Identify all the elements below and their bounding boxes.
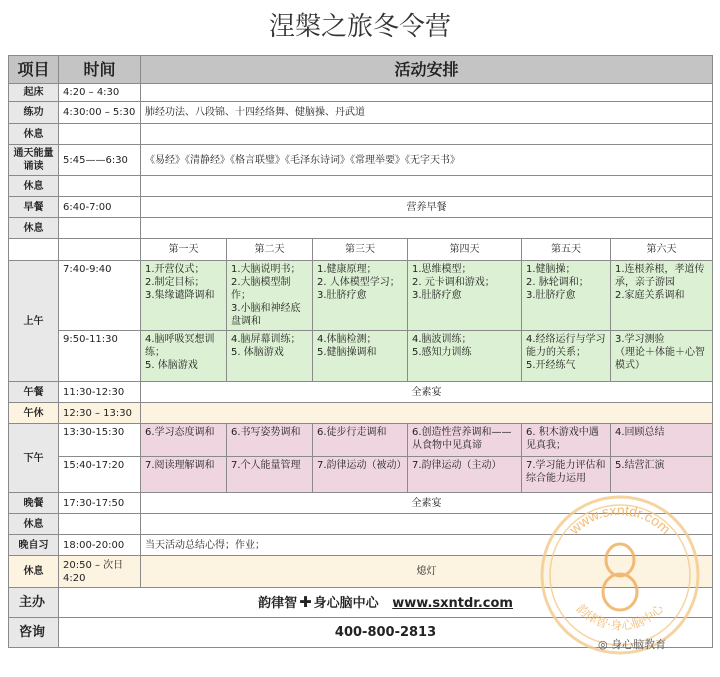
morning-cell: 4.经络运行与学习能力的关系； 5.开经练气 [522, 331, 611, 382]
row-time: 13:30-15:30 [59, 424, 141, 457]
row-time: 5:45——6:30 [59, 145, 141, 176]
day-header: 第二天 [227, 239, 313, 261]
day-header: 第六天 [611, 239, 713, 261]
morning-cell: 4.体脑检测； 5.健脑操调和 [313, 331, 408, 382]
afternoon-cell: 7.韵律运动（被动） [313, 457, 408, 493]
row-activity: 当天活动总结心得；作业； [141, 535, 713, 556]
row-label: 休息 [9, 218, 59, 239]
day-header: 第四天 [408, 239, 522, 261]
row-label: 休息 [9, 514, 59, 535]
header-time: 时间 [59, 56, 141, 84]
row-label: 晚餐 [9, 493, 59, 514]
page-title: 涅槃之旅冬令营 [268, 12, 451, 42]
wechat-watermark [598, 636, 666, 652]
day-header: 第五天 [522, 239, 611, 261]
row-label: 起床 [9, 84, 59, 102]
consult-label: 咨询 [9, 618, 59, 648]
row-time: 11:30-12:30 [59, 382, 141, 403]
morning-cell: 1.健脑操； 2. 脉轮调和； 3.肚脐疗愈 [522, 261, 611, 331]
host-name-part2: 身心脑中心 [313, 595, 379, 611]
afternoon-cell: 6.徒步行走调和 [313, 424, 408, 457]
afternoon-cell: 6.创造性营养调和——从食物中见真谛 [408, 424, 522, 457]
row-time: 6:40-7:00 [59, 197, 141, 218]
row-activity: 肺经功法、八段锦、十四经络舞、健脑操、丹武道 [141, 102, 713, 124]
row-label: 通天能量诵读 [9, 145, 59, 176]
schedule-table [8, 55, 713, 648]
row-activity: 营养早餐 [141, 197, 713, 218]
row-time: 15:40-17:20 [59, 457, 141, 493]
row-label: 下午 [9, 424, 59, 493]
morning-cell: 1.连根养根，孝道传承，亲子游园 2.家庭关系调和 [611, 261, 713, 331]
phone-number: 400-800-2813 [59, 618, 713, 648]
row-activity: 熄灯 [141, 556, 713, 588]
row-label: 休息 [9, 556, 59, 588]
day-header: 第一天 [141, 239, 227, 261]
afternoon-cell: 7.学习能力评估和综合能力运用 [522, 457, 611, 493]
morning-cell: 4.脑屏幕训练； 5. 体脑游戏 [227, 331, 313, 382]
row-activity: 《易经》《清静经》《格言联璧》《毛泽东诗词》《常理举要》《无字天书》 [141, 145, 713, 176]
row-time: 9:50-11:30 [59, 331, 141, 382]
host-label: 主办 [9, 588, 59, 618]
afternoon-cell: 7.阅读理解调和 [141, 457, 227, 493]
row-label: 午休 [9, 403, 59, 424]
morning-cell: 4.脑波训练； 5.感知力训练 [408, 331, 522, 382]
row-label: 休息 [9, 176, 59, 197]
row-time: 7:40-9:40 [59, 261, 141, 331]
host-url-link[interactable]: www.sxntdr.com [392, 595, 513, 611]
row-label: 午餐 [9, 382, 59, 403]
row-activity: 全素宴 [141, 493, 713, 514]
plus-icon: ✚ [299, 592, 312, 611]
morning-cell: 1.大脑说明书； 2.大脑模型制作； 3.小脑和神经底盘调和 [227, 261, 313, 331]
stamp-org-text: 韵律智·身心脑中心 [573, 601, 667, 633]
morning-cell: 1.思维模型； 2. 元卡调和游戏； 3.肚脐疗愈 [408, 261, 522, 331]
morning-cell: 3.学习测验 （理论＋体能＋心智模式） [611, 331, 713, 382]
afternoon-cell: 6.学习态度调和 [141, 424, 227, 457]
wechat-icon: ◎ [598, 638, 608, 651]
row-time: 20:50 – 次日4:20 [59, 556, 141, 588]
row-time: 12:30 – 13:30 [59, 403, 141, 424]
row-label: 上午 [9, 261, 59, 382]
row-label: 休息 [9, 124, 59, 145]
row-label: 练功 [9, 102, 59, 124]
afternoon-cell: 7.个人能量管理 [227, 457, 313, 493]
afternoon-cell: 5.结营汇演 [611, 457, 713, 493]
row-time: 4:30:00 – 5:30 [59, 102, 141, 124]
row-activity [141, 84, 713, 102]
morning-cell: 4.脑呼吸冥想训练； 5. 体脑游戏 [141, 331, 227, 382]
row-time: 17:30-17:50 [59, 493, 141, 514]
host-info [59, 588, 713, 618]
row-time: 4:20 – 4:30 [59, 84, 141, 102]
header-item: 项目 [9, 56, 59, 84]
row-activity: 全素宴 [141, 382, 713, 403]
day-header: 第三天 [313, 239, 408, 261]
row-time: 18:00-20:00 [59, 535, 141, 556]
morning-cell: 1.健康原理； 2. 人体模型学习； 3.肚脐疗愈 [313, 261, 408, 331]
header-activity: 活动安排 [141, 56, 713, 84]
host-name-part1: 韵律智 [258, 595, 298, 611]
afternoon-cell: 6.书写姿势调和 [227, 424, 313, 457]
row-label: 晚自习 [9, 535, 59, 556]
afternoon-cell: 7.韵律运动（主动） [408, 457, 522, 493]
afternoon-cell: 4.回顾总结 [611, 424, 713, 457]
row-label: 早餐 [9, 197, 59, 218]
afternoon-cell: 6. 积木游戏中遇见真我； [522, 424, 611, 457]
stamp-url-text: www.sxntdr.com [566, 501, 674, 538]
morning-cell: 1.开营仪式； 2.制定目标； 3.集缘谴降调和 [141, 261, 227, 331]
wechat-account-name: 身心脑教育 [611, 638, 667, 651]
